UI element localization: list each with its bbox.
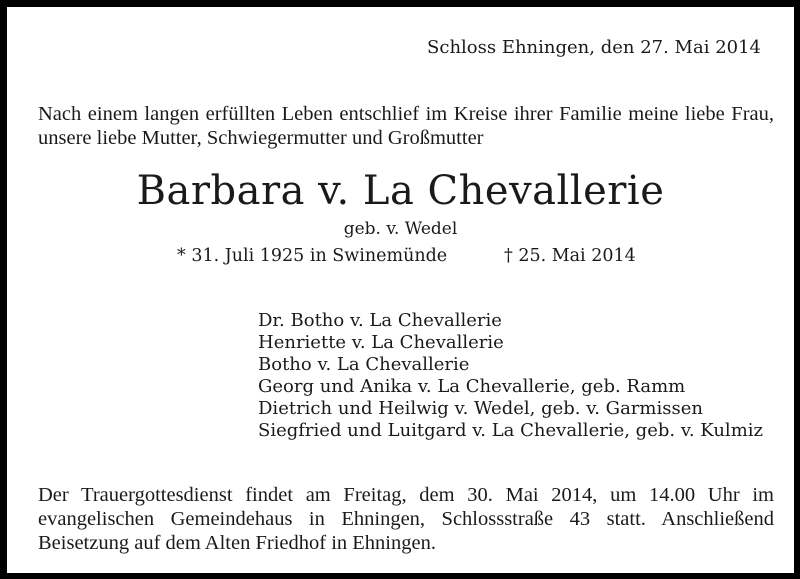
mourner-item: Siegfried und Luitgard v. La Chevallerie, geb. v. Kulmiz — [258, 420, 764, 441]
mourner-item: Dietrich und Heilwig v. Wedel, geb. v. Garmissen — [258, 398, 703, 419]
place-and-date: Schloss Ehningen, den 27. Mai 2014 — [427, 37, 761, 58]
maiden-name: geb. v. Wedel — [343, 219, 458, 239]
intro-text: Nach einem langen erfüllten Leben entschlief im Kreise ihrer Familie meine liebe Frau, unsere liebe Mutter, Schwiegermutter und Großmutter — [38, 103, 774, 149]
mourner-item: Georg und Anika v. La Chevallerie, geb. Ramm — [258, 376, 686, 397]
birth-date: * 31. Juli 1925 in Swinemünde — [177, 246, 448, 266]
funeral-service-text: Der Trauergottesdienst findet am Freitag, dem 30. Mai 2014, um 14.00 Uhr im evangelischen Gemeindehaus in Ehningen, Schlossstraße 43 statt. Anschließend Beisetzung auf dem Alten Friedhof in Ehningen. — [38, 484, 774, 554]
mourner-item: Botho v. La Chevallerie — [258, 354, 470, 375]
death-date: † 25. Mai 2014 — [504, 246, 636, 266]
mourners-list — [258, 310, 763, 442]
mourner-item: Dr. Botho v. La Chevallerie — [258, 310, 502, 331]
deceased-name: Barbara v. La Chevallerie — [136, 168, 665, 214]
mourner-item: Henriette v. La Chevallerie — [258, 332, 504, 353]
